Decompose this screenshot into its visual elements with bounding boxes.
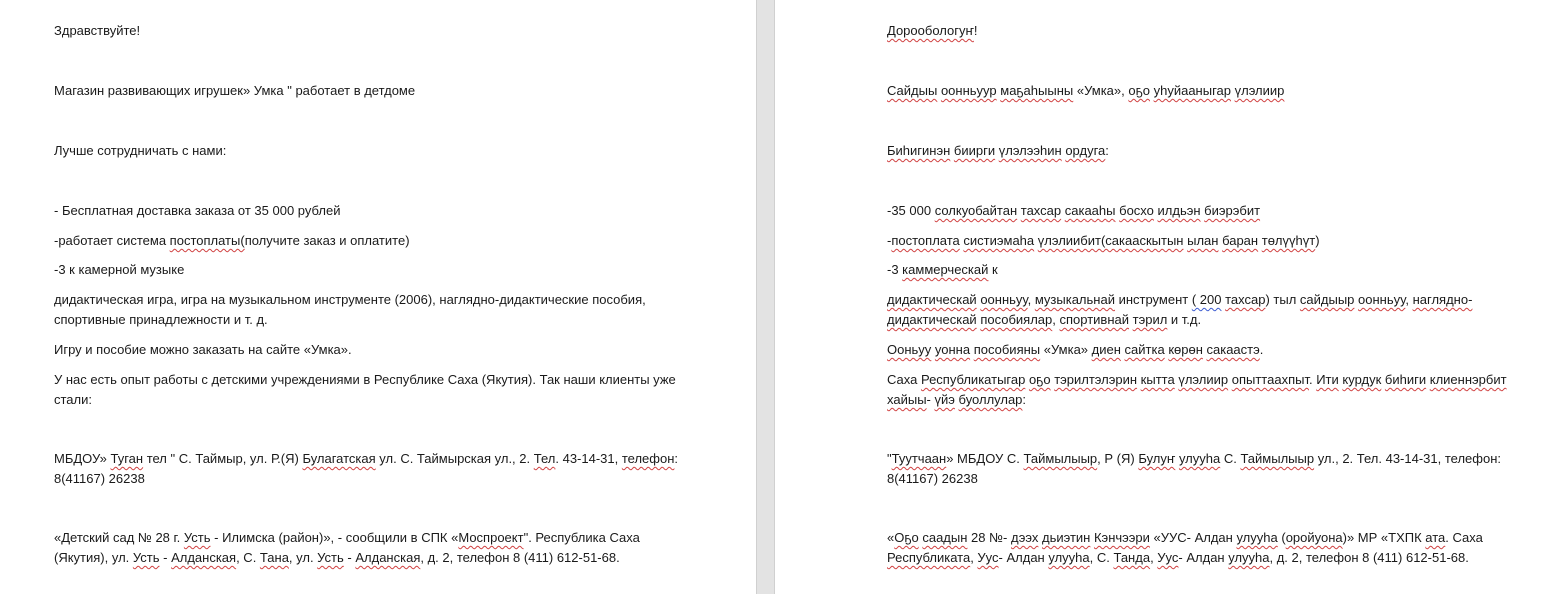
client-entry: 8(41167) 26238	[887, 471, 978, 486]
paragraph: стали:	[54, 392, 92, 407]
paragraph: хайыы- үйэ буоллулар:	[887, 392, 1027, 407]
list-item: -работает система постоплаты(получите заказ и оплатите)	[54, 233, 410, 248]
client-entry: Республиката, Уус- Алдан улууһа, С. Танда, Уус- Алдан улууһа, д. 2, телефон 8 (411) 612-51-68.	[887, 550, 1469, 565]
list-item: -3 каммерческай к	[887, 262, 998, 277]
left-document-page	[0, 0, 756, 594]
client-entry: «Оҕо саадын 28 №- дээх дьиэтин Кэнчээри «УУС- Алдан улууһа (оройуона)» МР «ТХПК ата. Саха	[887, 530, 1483, 545]
client-entry: «Детский сад № 28 г. Усть - Илимска (район)», - сообщили в СПК «Моспроект". Республика Саха	[54, 530, 640, 545]
paragraph: дидактическай пособиялар, спортивнай тэрил и т.д.	[887, 312, 1202, 327]
client-entry: МБДОУ» Туган тел " С. Таймыр, ул. Р.(Я) Булагатская ул. С. Таймырская ул., 2. Тел. 43-14-31, телефон:	[54, 451, 679, 466]
greeting: Здравствуйте!	[54, 23, 141, 38]
list-item: -постоплата систиэмаһа үлэлиибит(сакааскытын ылан баран төлүүһүт)	[887, 233, 1320, 248]
client-entry: (Якутия), ул. Усть - Алданская, С. Тана, ул. Усть - Алданская, д. 2, телефон 8 (411) 612-51-68.	[54, 550, 620, 565]
paragraph: дидактическай оонньуу, музыкальнай инструмент ( 200 тахсар) тыл сайдыыр оонньуу, наглядно-	[887, 292, 1473, 307]
page-gutter	[756, 0, 775, 594]
greeting: Дорообологуҥ!	[887, 23, 978, 38]
paragraph: Саха Республикатыгар оҕо тэрилтэлэрин кытта үлэлиир опыттаахпыт. Ити курдук биһиги клиеннэрбит	[887, 372, 1507, 387]
client-entry: 8(41167) 26238	[54, 471, 145, 486]
paragraph: спортивные принадлежности и т. д.	[54, 312, 268, 327]
paragraph: дидактическая игра, игра на музыкальном инструменте (2006), наглядно-дидактические пособия,	[54, 292, 646, 307]
paragraph: Биһигинэн биирги үлэлээһин ордуга:	[887, 143, 1109, 158]
list-item: -3 к камерной музыке	[54, 262, 185, 277]
list-item: - Бесплатная доставка заказа от 35 000 рублей	[54, 203, 341, 218]
list-item: -35 000 солкуобайтан тахсар сакааһы босхо илдьэн биэрэбит	[887, 203, 1261, 218]
paragraph: Сайдыы оонньуур маҕаһыыны «Умка», оҕо уһуйааныгар үлэлиир	[887, 83, 1285, 98]
paragraph: Лучше сотрудничать с нами:	[54, 143, 227, 158]
client-entry: "Туутчаан» МБДОУ С. Таймылыыр, Р (Я) Булуҥ улууһа С. Таймылыыр ул., 2. Тел. 43-14-31, телефон:	[887, 451, 1501, 466]
right-document-page	[775, 0, 1555, 594]
paragraph: Магазин развивающих игрушек» Умка " работает в детдоме	[54, 83, 416, 98]
paragraph: Ооньуу уонна пособияны «Умка» диен сайтка көрөн сакаастэ.	[887, 342, 1264, 357]
paragraph: У нас есть опыт работы с детскими учреждениями в Республике Саха (Якутия). Так наши клиенты уже	[54, 372, 676, 387]
paragraph: Игру и пособие можно заказать на сайте «Умка».	[54, 342, 352, 357]
